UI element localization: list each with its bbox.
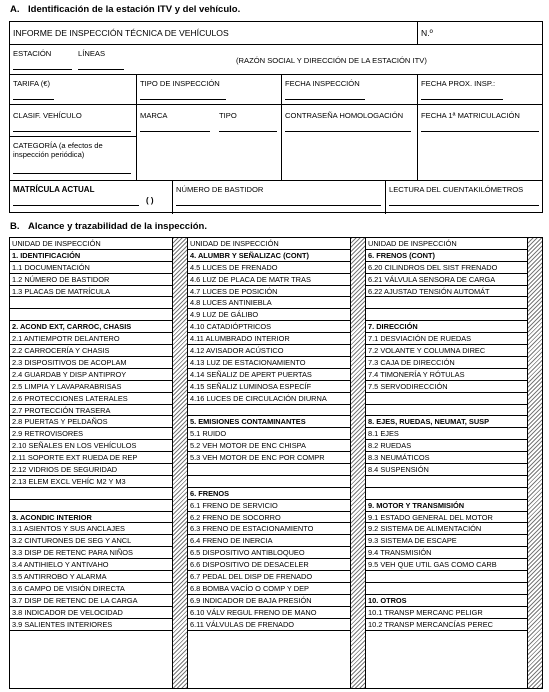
matricula-field[interactable]: [13, 205, 139, 206]
inspection-item: 3.2 CINTURONES DE SEG Y ANCL: [10, 535, 172, 547]
inspection-item: 8.3 NEUMÁTICOS: [366, 452, 528, 464]
inspection-item: 6.11 VÁLVULAS DE FRENADO: [188, 619, 350, 631]
inspection-item: 4.13 LUZ DE ESTACIONAMIENTO: [188, 357, 350, 369]
cell-cuentakm[interactable]: [386, 181, 544, 214]
section-a-letter: A.: [10, 4, 20, 15]
estacion-field[interactable]: [13, 69, 72, 70]
inspection-item: 1.1 DOCUMENTACIÓN: [10, 262, 172, 274]
blank-row: [366, 309, 528, 321]
numero-label: N.º: [421, 28, 433, 38]
inspection-item: 2.11 SOPORTE EXT RUEDA DE REP: [10, 452, 172, 464]
inspection-item: 6.22 AJUSTAD TENSIÓN AUTOMÁT: [366, 286, 528, 298]
inspection-item: 3.8 INDICADOR DE VELOCIDAD: [10, 607, 172, 619]
inspection-group-header: 10. OTROS: [366, 595, 528, 607]
inspection-item: 4.14 SEÑALIZ DE APERT PUERTAS: [188, 369, 350, 381]
inspection-item: 4.7 LUCES DE POSICIÓN: [188, 286, 350, 298]
inspection-item: 8.1 EJES: [366, 428, 528, 440]
inspection-item: 2.9 RETROVISORES: [10, 428, 172, 440]
fecha-prox-label: FECHA PROX. INSP.:: [421, 79, 496, 88]
inspection-column-3: [365, 237, 543, 689]
inspection-item: 6.1 FRENO DE SERVICIO: [188, 500, 350, 512]
blank-row: [10, 500, 172, 512]
inspection-item: 7.5 SERVODIRECCIÓN: [366, 381, 528, 393]
inspection-item: 6.9 INDICADOR DE BAJA PRESIÓN: [188, 595, 350, 607]
inspection-item: 5.2 VEH MOTOR DE ENC CHISPA: [188, 440, 350, 452]
cell-contrasena[interactable]: [282, 105, 418, 180]
blank-row: [10, 488, 172, 500]
tipo-field[interactable]: [219, 131, 277, 132]
clasif-label: CLASIF. VEHÍCULO: [13, 111, 82, 120]
inspection-item: 2.4 GUARDAB Y DISP ANTIPROY: [10, 369, 172, 381]
inspection-item: 2.10 SEÑALES EN LOS VEHÍCULOS: [10, 440, 172, 452]
inspection-group-header: 6. FRENOS (CONT): [366, 250, 528, 262]
inspection-item: 9.4 TRANSMISIÓN: [366, 547, 528, 559]
inspection-item: 6.6 DISPOSITIVO DE DESACELER: [188, 559, 350, 571]
inspection-item: 4.15 SEÑALIZ LUMINOSA ESPECÍF: [188, 381, 350, 393]
inspection-item: 3.9 SALIENTES INTERIORES: [10, 619, 172, 631]
contrasena-label: CONTRASEÑA HOMOLOGACIÓN: [285, 111, 404, 120]
inspection-item: 2.3 DISPOSITIVOS DE ACOPLAM: [10, 357, 172, 369]
inspection-item: 2.5 LIMPIA Y LAVAPARABRISAS: [10, 381, 172, 393]
inspection-item: 1.3 PLACAS DE MATRÍCULA: [10, 286, 172, 298]
inspection-item: 6.3 FRENO DE ESTACIONAMIENTO: [188, 523, 350, 535]
inspection-item: 3.5 ANTIRROBO Y ALARMA: [10, 571, 172, 583]
lineas-field[interactable]: [78, 69, 124, 70]
inspection-scope-grid: [9, 237, 543, 689]
inspection-item: 10.1 TRANSP MERCANC PELIGR: [366, 607, 528, 619]
section-b-heading: Alcance y trazabilidad de la inspección.: [28, 221, 207, 232]
inspection-group-header: 1. IDENTIFICACIÓN: [10, 250, 172, 262]
inspection-item: 6.10 VÁLV REGUL FRENO DE MANO: [188, 607, 350, 619]
blank-row: [366, 476, 528, 488]
fecha-inspeccion-label: FECHA INSPECCIÓN: [285, 79, 360, 88]
inspection-item: 4.11 ALUMBRADO INTERIOR: [188, 333, 350, 345]
row-tarifa: [10, 75, 542, 105]
inspection-item: 3.1 ASIENTOS Y SUS ANCLAJES: [10, 523, 172, 535]
clasif-field[interactable]: [13, 131, 131, 132]
inspection-item: 4.9 LUZ DE GÁLIBO: [188, 309, 350, 321]
result-column-hatched: [527, 238, 542, 688]
vehicle-identification-table: [9, 21, 543, 213]
inspection-item: 5.3 VEH MOTOR DE ENC POR COMPR: [188, 452, 350, 464]
cuentakm-field[interactable]: [389, 205, 539, 206]
blank-row: [188, 476, 350, 488]
inspection-item: 10.2 TRANSP MERCANCÍAS PEREC: [366, 619, 528, 631]
cell-fecha-prox[interactable]: [418, 75, 544, 104]
inspection-item: 5.1 RUIDO: [188, 428, 350, 440]
tipo-inspeccion-field[interactable]: [140, 99, 226, 100]
inspection-item: 9.5 VEH QUE UTIL GAS COMO CARB: [366, 559, 528, 571]
row-informe: [10, 22, 542, 45]
blank-row: [366, 393, 528, 405]
cell-clasif: [10, 105, 137, 180]
inspection-item: 3.6 CAMPO DE VISIÓN DIRECTA: [10, 583, 172, 595]
section-a-title: [10, 4, 240, 15]
inspection-item: 7.1 DESVIACIÓN DE RUEDAS: [366, 333, 528, 345]
inspection-group-header: 3. ACONDIC INTERIOR: [10, 512, 172, 524]
inspection-column-1: [9, 237, 187, 689]
inspection-item: 8.4 SUSPENSIÓN: [366, 464, 528, 476]
cell-numero[interactable]: [418, 22, 544, 44]
inspection-item: 7.3 CAJA DE DIRECCIÓN: [366, 357, 528, 369]
fecha-prox-field[interactable]: [421, 99, 503, 100]
cell-tipo-inspeccion[interactable]: [137, 75, 282, 104]
blank-row: [366, 488, 528, 500]
blank-row: [188, 405, 350, 417]
inspection-item: 2.13 ELEM EXCL VEHÍC M2 Y M3: [10, 476, 172, 488]
inspection-item: 9.2 SISTEMA DE ALIMENTACIÓN: [366, 523, 528, 535]
row-estacion: [10, 45, 542, 75]
inspection-item: 6.4 FRENO DE INERCIA: [188, 535, 350, 547]
inspection-item: 2.6 PROTECCIONES LATERALES: [10, 393, 172, 405]
inspection-item: 8.2 RUEDAS: [366, 440, 528, 452]
inspection-item: 6.20 CILINDROS DEL SIST FRENADO: [366, 262, 528, 274]
categoria-label: CATEGORÍA (a efectos de inspección periódica): [13, 141, 103, 159]
section-b-letter: B.: [10, 221, 20, 232]
cell-fecha-inspeccion[interactable]: [282, 75, 418, 104]
inspection-item: 2.8 PUERTAS Y PELDAÑOS: [10, 416, 172, 428]
inspection-item: 7.4 TIMONERÍA Y RÓTULAS: [366, 369, 528, 381]
contrasena-field[interactable]: [285, 131, 411, 132]
inspection-item: 4.6 LUZ DE PLACA DE MATR TRAS: [188, 274, 350, 286]
inspection-item: 9.1 ESTADO GENERAL DEL MOTOR: [366, 512, 528, 524]
fecha-matric-field[interactable]: [421, 131, 539, 132]
column-header: UNIDAD DE INSPECCIÓN: [10, 238, 172, 250]
matricula-parens: ( ): [146, 196, 154, 205]
inspection-item: 4.10 CATADIÓPTRICOS: [188, 321, 350, 333]
tipo-inspeccion-label: TIPO DE INSPECCIÓN: [140, 79, 220, 88]
blank-row: [366, 405, 528, 417]
marca-field[interactable]: [140, 131, 210, 132]
inspection-item: 6.21 VÁLVULA SENSORA DE CARGA: [366, 274, 528, 286]
lineas-label: LÍNEAS: [78, 49, 106, 58]
bastidor-label: NÚMERO DE BASTIDOR: [176, 185, 264, 194]
row-clasif: [10, 105, 542, 181]
blank-row: [10, 309, 172, 321]
result-column-hatched: [172, 238, 187, 688]
informe-label: INFORME DE INSPECCIÓN TÉCNICA DE VEHÍCULOS: [13, 28, 229, 38]
blank-row: [188, 464, 350, 476]
inspection-group-header: 2. ACOND EXT, CARROC, CHASIS: [10, 321, 172, 333]
inspection-group-header: 5. EMISIONES CONTAMINANTES: [188, 416, 350, 428]
column-header: UNIDAD DE INSPECCIÓN: [188, 238, 350, 250]
inspection-item: 6.2 FRENO DE SOCORRO: [188, 512, 350, 524]
fecha-inspeccion-field[interactable]: [285, 99, 365, 100]
tarifa-field[interactable]: [13, 99, 54, 100]
inspection-group-header: 6. FRENOS: [188, 488, 350, 500]
fecha-matric-label: FECHA 1ª MATRICULACIÓN: [421, 111, 520, 120]
inspection-item: 2.7 PROTECCIÓN TRASERA: [10, 405, 172, 417]
razon-social-label: (RAZÓN SOCIAL Y DIRECCIÓN DE LA ESTACIÓN ITV): [236, 56, 427, 65]
blank-row: [366, 571, 528, 583]
blank-row: [366, 297, 528, 309]
inspection-item: 4.12 AVISADOR ACÚSTICO: [188, 345, 350, 357]
cuentakm-label: LECTURA DEL CUENTAKILÓMETROS: [389, 185, 524, 194]
tarifa-label: TARIFA (€): [13, 79, 50, 88]
inspection-item: 7.2 VOLANTE Y COLUMNA DIREC: [366, 345, 528, 357]
section-a-heading: Identificación de la estación ITV y del vehículo.: [28, 4, 241, 15]
estacion-label: ESTACIÓN: [13, 49, 52, 58]
inspection-item: 3.3 DISP DE RETENC PARA NIÑOS: [10, 547, 172, 559]
inspection-item: 6.8 BOMBA VACÍO O COMP Y DEP: [188, 583, 350, 595]
inspection-group-header: 4. ALUMBR Y SEÑALIZAC (CONT): [188, 250, 350, 262]
result-column-hatched: [350, 238, 365, 688]
inspection-column-2: [187, 237, 365, 689]
inspection-item: 1.2 NÚMERO DE BASTIDOR: [10, 274, 172, 286]
clasif-box[interactable]: [10, 105, 136, 137]
inspection-item: 6.5 DISPOSITIVO ANTIBLOQUEO: [188, 547, 350, 559]
inspection-item: 4.8 LUCES ANTINIEBLA: [188, 297, 350, 309]
inspection-item: 3.4 ANTIHIELO Y ANTIVAHO: [10, 559, 172, 571]
inspection-group-header: 8. EJES, RUEDAS, NEUMAT, SUSP: [366, 416, 528, 428]
row-matricula: [10, 181, 542, 214]
inspection-item: 6.7 PEDAL DEL DISP DE FRENADO: [188, 571, 350, 583]
cell-marca-tipo[interactable]: [137, 105, 282, 180]
inspection-item: 9.3 SISTEMA DE ESCAPE: [366, 535, 528, 547]
inspection-item: 2.12 VIDRIOS DE SEGURIDAD: [10, 464, 172, 476]
cell-bastidor[interactable]: [173, 181, 386, 214]
inspection-item: 2.1 ANTIEMPOTR DELANTERO: [10, 333, 172, 345]
column-header: UNIDAD DE INSPECCIÓN: [366, 238, 528, 250]
categoria-field[interactable]: [13, 173, 131, 174]
bastidor-field[interactable]: [176, 205, 381, 206]
inspection-item: 4.16 LUCES DE CIRCULACIÓN DIURNA: [188, 393, 350, 405]
inspection-group-header: 9. MOTOR Y TRANSMISIÓN: [366, 500, 528, 512]
section-b-title: [10, 221, 207, 232]
inspection-item: 4.5 LUCES DE FRENADO: [188, 262, 350, 274]
cell-tarifa[interactable]: [10, 75, 137, 104]
marca-label: MARCA: [140, 111, 168, 120]
cell-estacion: [10, 45, 544, 74]
cell-informe: [10, 22, 418, 44]
inspection-item: 2.2 CARROCERÍA Y CHASIS: [10, 345, 172, 357]
inspection-item: 3.7 DISP DE RETENC DE LA CARGA: [10, 595, 172, 607]
tipo-label: TIPO: [219, 111, 237, 120]
cell-fecha-matric[interactable]: [418, 105, 544, 180]
blank-row: [366, 583, 528, 595]
matricula-label: MATRÍCULA ACTUAL: [13, 185, 95, 194]
inspection-group-header: 7. DIRECCIÓN: [366, 321, 528, 333]
cell-matricula[interactable]: [10, 181, 173, 214]
blank-row: [10, 297, 172, 309]
